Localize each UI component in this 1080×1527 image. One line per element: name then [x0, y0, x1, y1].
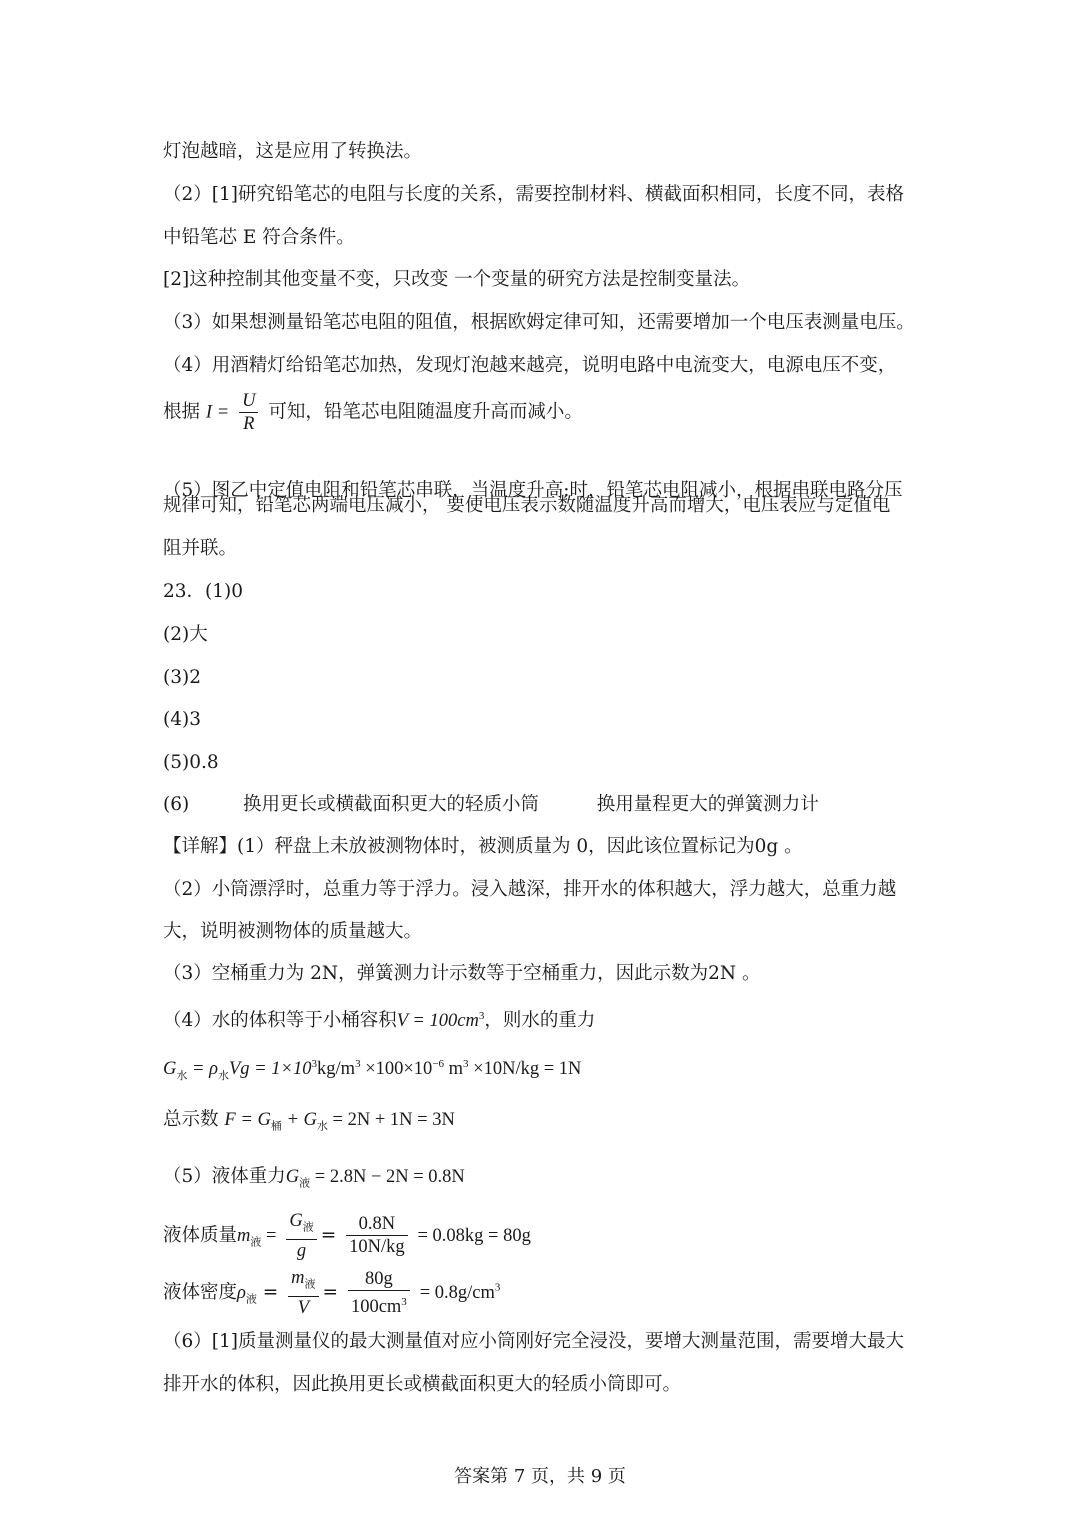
detail-heading: 【详解】(1）秤盘上未放被测物体时，被测质量为 0，因此该位置标记为0g 。	[163, 836, 803, 857]
density-fraction-2: $\frac{80g}{100cm^3}$	[348, 1268, 410, 1318]
liquid-density-formula: 液体密度$\rho_液$ = $\frac{m_液}{V}$ = $\frac{80g}{100cm^3}$ = $0.8g/cm^3$	[163, 1268, 501, 1318]
text-line: 灯泡越暗，这是应用了转换法。	[163, 141, 423, 162]
text-line: （3）空桶重力为 2N，弹簧测力计示数等于空桶重力，因此示数为2N 。	[163, 963, 761, 984]
answer-23-2: (2)大	[163, 624, 208, 645]
text-line: （6）[1]质量测量仪的最大测量值对应小筒刚好完全浸没，要增大测量范围，需要增大最大	[163, 1331, 904, 1352]
text-line: （2）小筒漂浮时，总重力等于浮力。浸入越深，排开水的体积越大，浮力越大，总重力越	[163, 879, 897, 900]
total-reading-formula: 总示数 $F = G_桶 + G_水 = 2N + 1N = 3N$	[163, 1109, 455, 1133]
page-footer: 答案第 7 页，共 9 页	[454, 1466, 626, 1487]
mass-fraction-1: $\frac{G_液}{g}$	[286, 1210, 316, 1262]
text-line: 排开水的体积，因此换用更长或横截面积更大的轻质小筒即可。	[163, 1374, 682, 1395]
liquid-mass-formula: 液体质量$m_液$ = $\frac{G_液}{g}$ = $\frac{0.8N}{10N/kg}$ = 0.08kg = 80g	[163, 1211, 531, 1261]
text-line: （2）[1]研究铅笔芯的电阻与长度的关系，需要控制材料、横截面积相同，长度不同，表格	[163, 184, 904, 205]
answer-23-5: (5)0.8	[163, 752, 219, 773]
ohm-law-line: 根据 I = $\frac{U}{R}$ 可知，铅笔芯电阻随温度升高而减小。	[163, 391, 583, 434]
density-fraction-1: $\frac{m_液}{V}$	[288, 1267, 318, 1319]
text-line: [2]这种控制其他变量不变，只改变 一个变量的研究方法是控制变量法。	[163, 269, 751, 290]
text-line: （5）图乙中定值电阻和铅笔芯串联，当温度升高:时，铅笔芯电阻减小，根据串联电路分压	[163, 480, 903, 501]
text-line: （3）如果想测量铅笔芯电阻的阻值，根据欧姆定律可知，还需要增加一个电压表测量电压。	[163, 312, 915, 333]
text-line: 规律可知，铅笔芯两端电压减小， 要使电压表示数随温度升高而增大，电压表应与定值电	[163, 495, 891, 516]
answer-23-4: (4)3	[163, 709, 201, 730]
answer-23-6: (6) 换用更长或横截面积更大的轻质小筒 换用量程更大的弹簧测力计	[163, 794, 819, 815]
answer-23-1: 23．(1)0	[163, 581, 244, 602]
mass-fraction-2: $\frac{0.8N}{10N/kg}$	[346, 1213, 408, 1258]
text-line: 中铅笔芯 E 符合条件。	[163, 227, 355, 248]
water-weight-formula: $G_水 = \rho_水Vg = 1\times 10^3kg/m^3 \times 100\times 10^{-6}$ $m^3 \times 10N/kg = 1N$	[163, 1058, 582, 1082]
answer-23-3: (3)2	[163, 667, 201, 688]
liquid-weight-formula: （5）液体重力$G_液 = 2.8N - 2N = 0.8N$	[163, 1166, 465, 1190]
volume-line: （4）水的体积等于小桶容积$V = 100cm^3$，则水的重力	[163, 1010, 596, 1032]
text-line: 阻并联。	[163, 538, 238, 559]
ohm-fraction: $\frac{U}{R}$	[239, 390, 258, 435]
text-line: 大，说明被测物体的质量越大。	[163, 921, 423, 942]
text-line: （4）用酒精灯给铅笔芯加热，发现灯泡越来越亮，说明电路中电流变大，电源电压不变，	[163, 355, 897, 376]
ohm-lhs: I =	[205, 402, 230, 423]
